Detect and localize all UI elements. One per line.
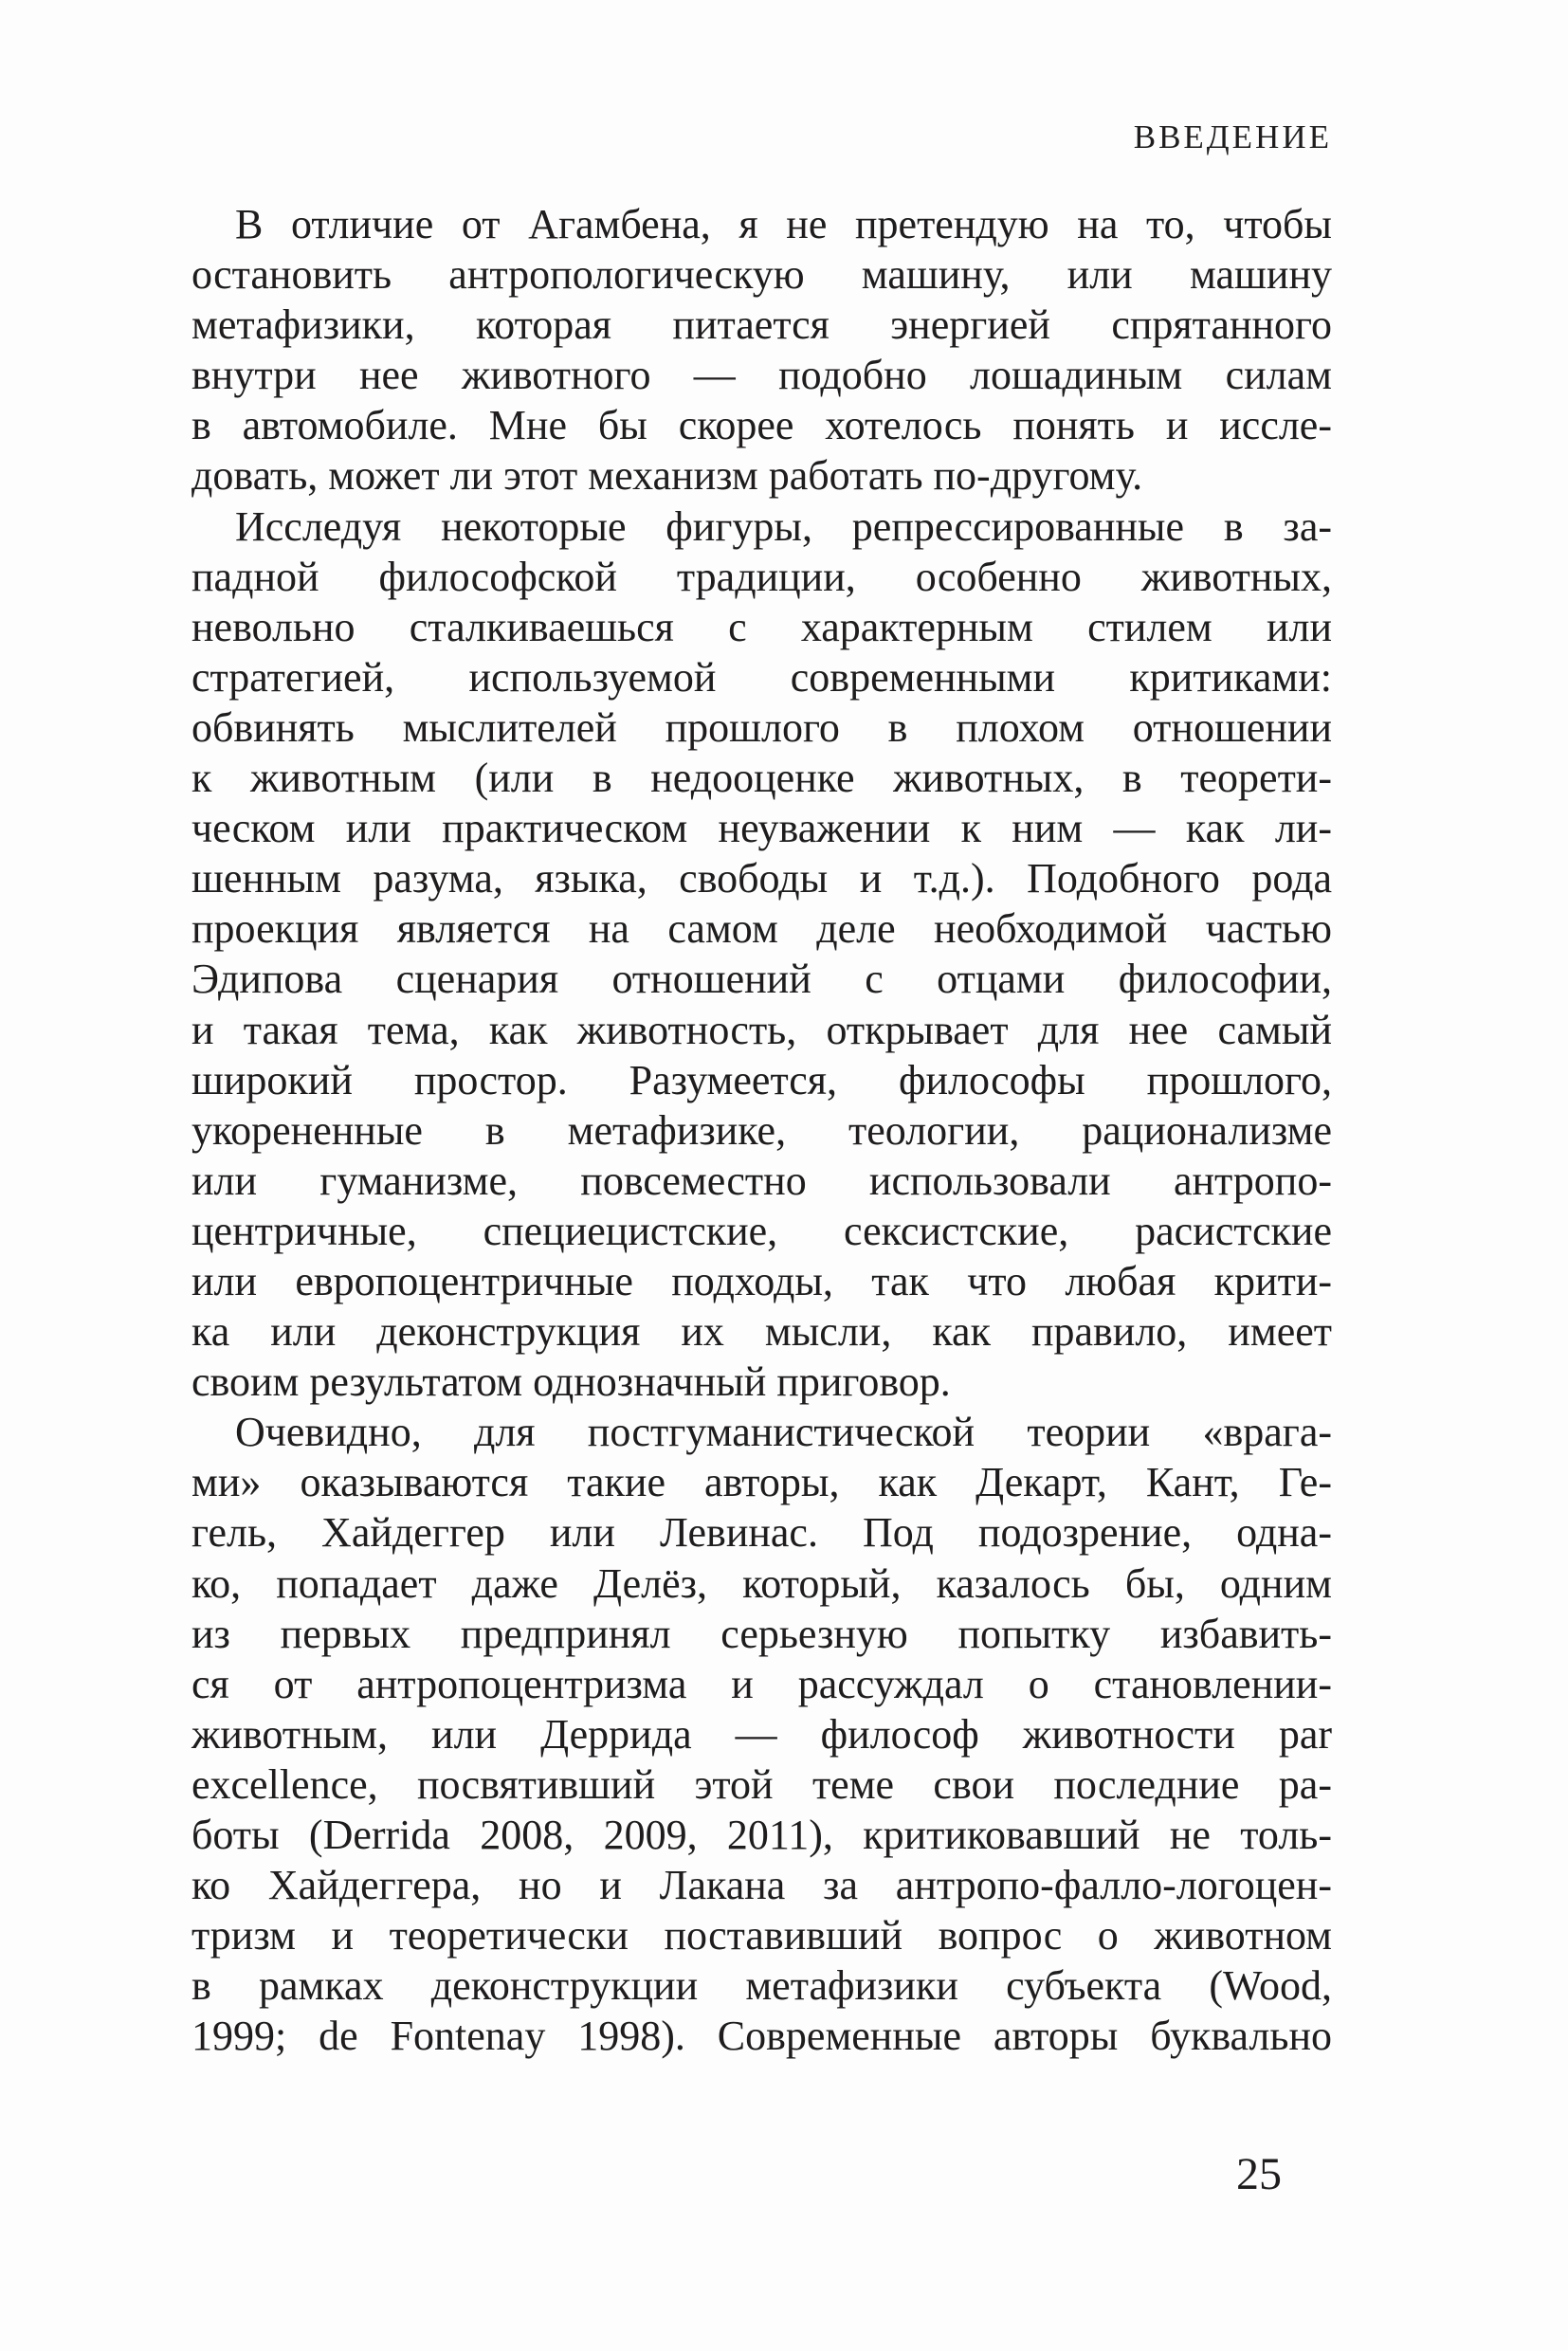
text-line: ми» оказываются такие авторы, как Декарт, Кант, Ге- <box>191 1459 1332 1506</box>
text-line: тризм и теоретически поставивший вопрос о животном <box>191 1912 1332 1959</box>
text-line: ческом или практическом неуважении к ним — как ли- <box>191 805 1332 852</box>
text-line: ко Хайдеггера, но и Лакана за антропо-фалло-логоцен- <box>191 1862 1332 1909</box>
text-line: укорененные в метафизике, теологии, рационализме <box>191 1106 1332 1154</box>
text-line: гель, Хайдеггер или Левинас. Под подозрение, одна- <box>191 1509 1332 1557</box>
text-line: ка или деконструкция их мысли, как правило, имеет <box>191 1308 1332 1356</box>
text-line: или европоцентричные подходы, так что любая крити- <box>191 1257 1332 1304</box>
text-line: широкий простор. Разумеется, философы прошлого, <box>191 1056 1332 1103</box>
page-number: 25 <box>1236 2149 1282 2199</box>
text-line: центричные, специецистские, сексистские, расистские <box>191 1207 1332 1254</box>
text-line: Очевидно, для постгуманистической теории «врага- <box>235 1409 1332 1456</box>
text-line: невольно сталкиваешься с характерным стилем или <box>191 603 1332 650</box>
text-line: или гуманизме, повсеместно использовали антропо- <box>191 1157 1332 1204</box>
text-line: метафизики, которая питается энергией спрятанного <box>191 301 1332 349</box>
text-line: В отличие от Агамбена, я не претендую на то, чтобы <box>235 201 1332 247</box>
text-line: к животным (или в недооценке животных, в теорети- <box>191 755 1332 802</box>
text-line: стратегией, используемой современными критиками: <box>191 653 1332 701</box>
text-line: проекция является на самом деле необходимой частью <box>191 905 1332 953</box>
text-line: остановить антропологическую машину, или машину <box>191 251 1332 299</box>
text-line: из первых предпринял серьезную попытку избавить- <box>191 1610 1332 1657</box>
text-line: 1999; de Fontenay 1998). Современные авторы буквально <box>191 2013 1332 2060</box>
text-line: в автомобиле. Мне бы скорее хотелось понять и иссле- <box>191 402 1332 449</box>
text-line: и такая тема, как животность, открывает для нее самый <box>191 1006 1332 1053</box>
text-line: боты (Derrida 2008, 2009, 2011), критиковавший не толь- <box>191 1812 1332 1858</box>
text-line: ко, попадает даже Делёз, который, казалось бы, одним <box>191 1559 1332 1607</box>
text-line: Исследуя некоторые фигуры, репрессированные в за- <box>235 502 1332 550</box>
text-line: Эдипова сценария отношений с отцами философии, <box>191 956 1332 1003</box>
text-line: довать, может ли этот механизм работать по-другому. <box>191 452 1143 500</box>
text-line: животным, или Деррида — философ животности par <box>191 1710 1332 1758</box>
text-line: внутри нее животного — подобно лошадиным силам <box>191 352 1332 399</box>
body-text-block <box>191 199 1332 2061</box>
text-line: обвинять мыслителей прошлого в плохом отношении <box>191 703 1332 751</box>
running-header: ВВЕДЕНИЕ <box>1133 118 1332 155</box>
text-line: шенным разума, языка, свободы и т.д.). Подобного рода <box>191 855 1332 902</box>
text-line: падной философской традиции, особенно животных, <box>191 553 1332 600</box>
text-line: своим результатом однозначный приговор. <box>191 1358 951 1406</box>
text-line: excellence, посвятивший этой теме свои последние ра- <box>191 1760 1332 1808</box>
text-line: в рамках деконструкции метафизики субъекта (Wood, <box>191 1962 1332 2010</box>
text-line: ся от антропоцентризма и рассуждал о становлении- <box>191 1660 1332 1707</box>
